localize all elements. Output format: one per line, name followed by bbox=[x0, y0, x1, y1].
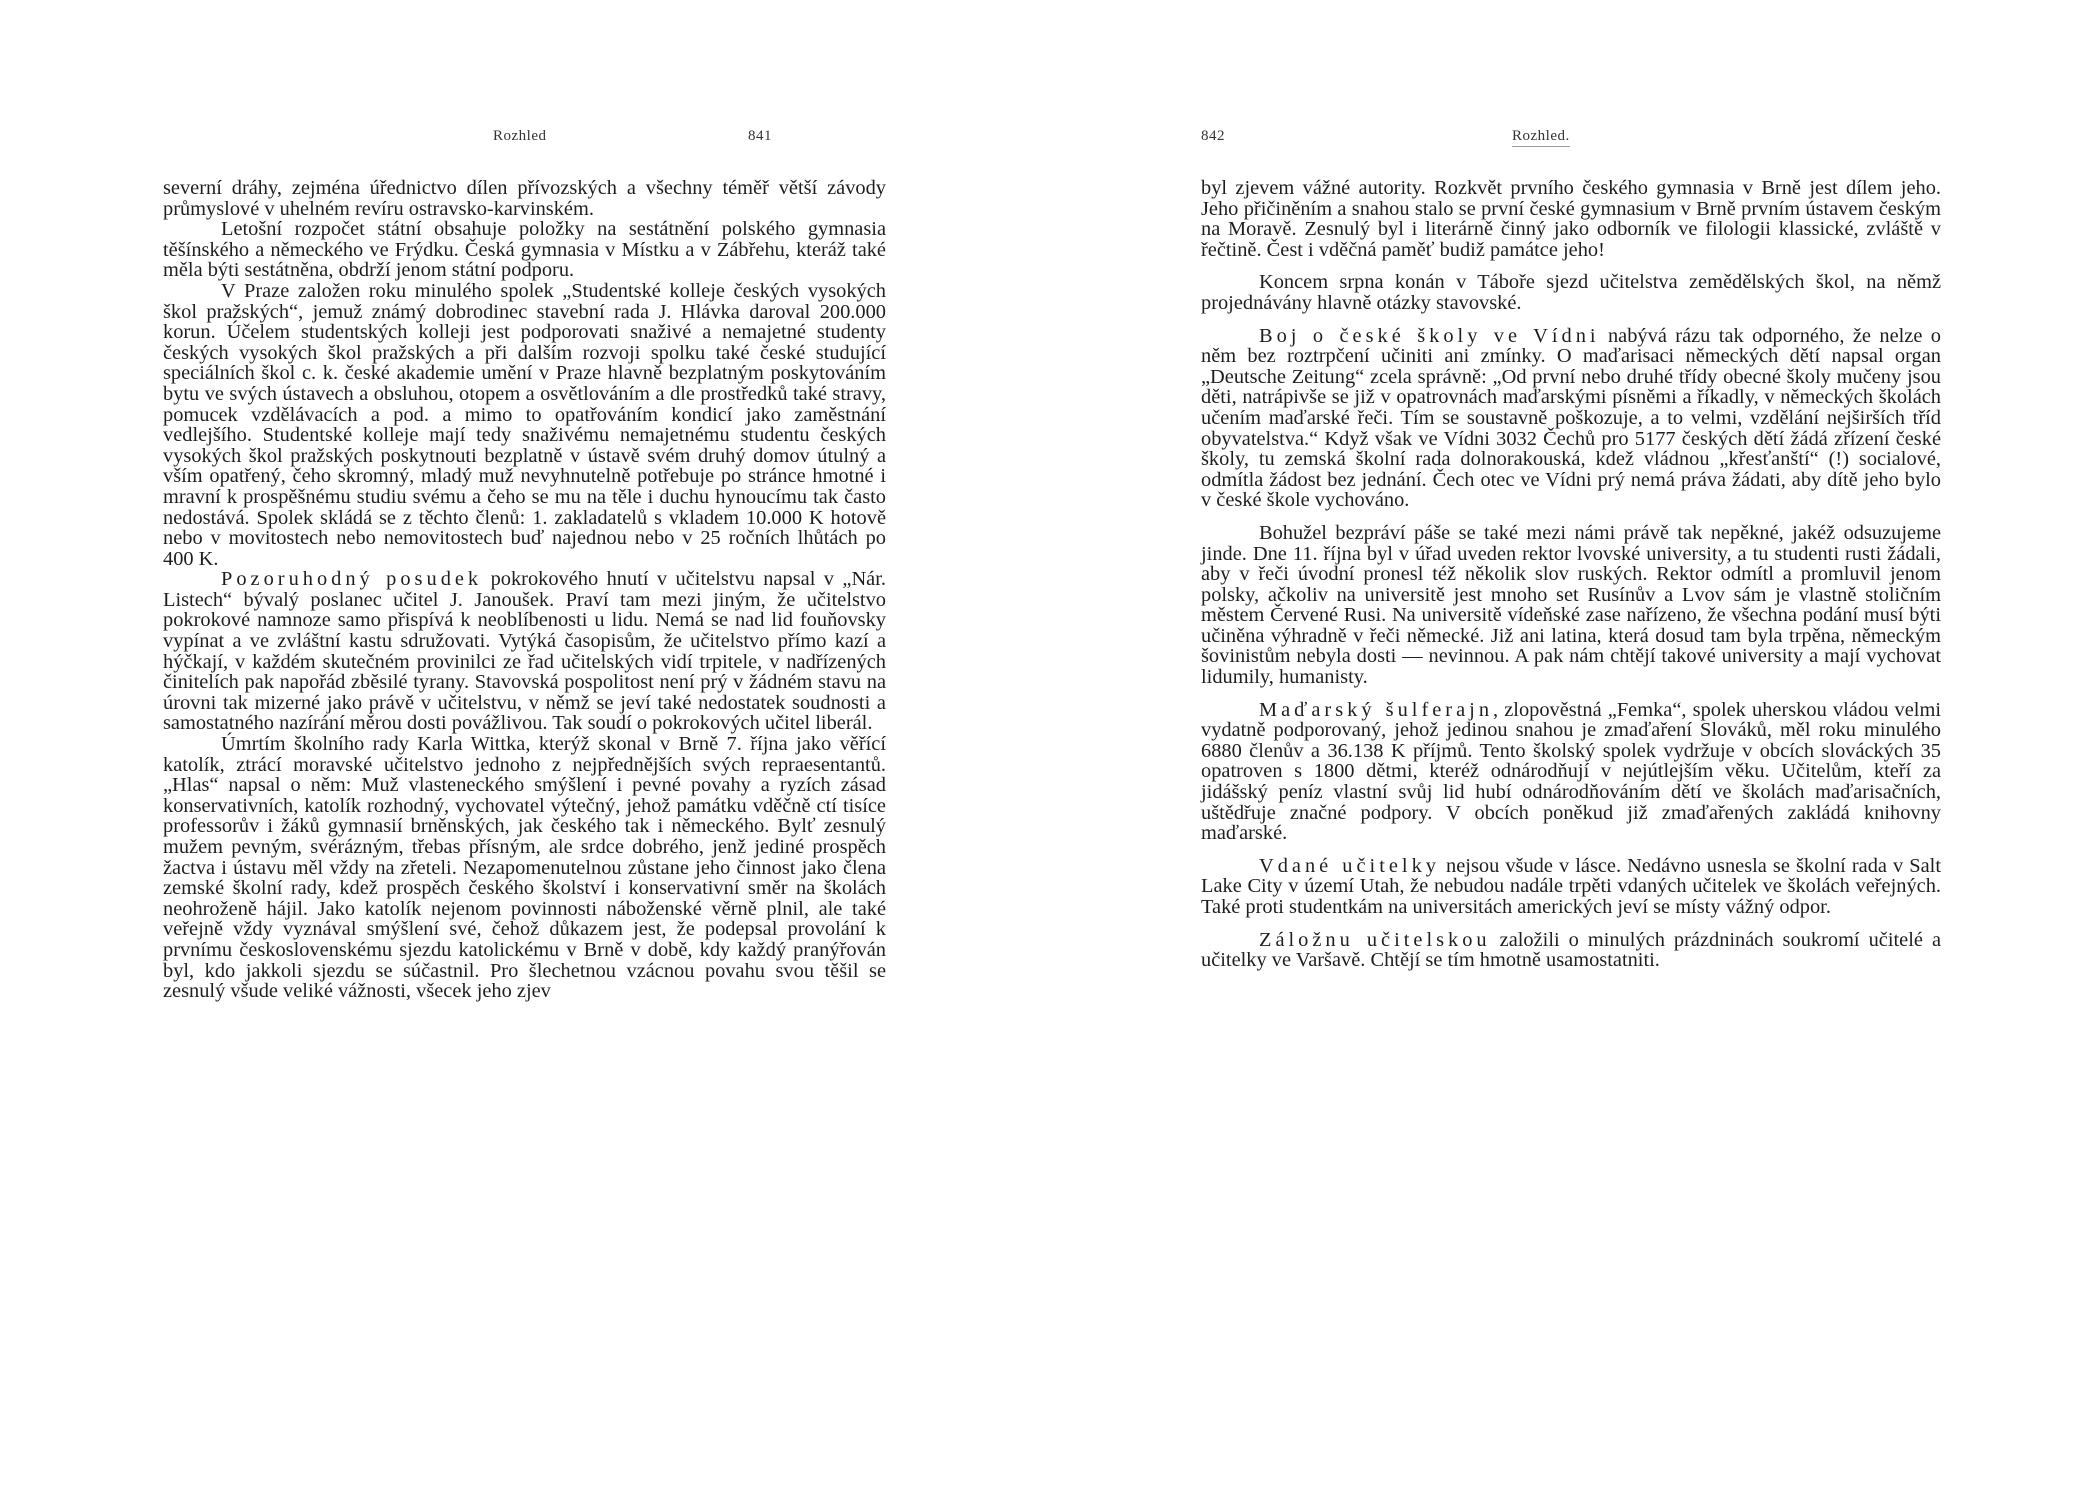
paragraph-text: nabývá rázu tak odporného, že nelze o něm bez roztrpčení učiniti ani zmínky. O maďarisaci německých dětí napsal organ „Deutsche Zeitung“ zcela správně: „Od první nebo druhé třídy obecné školy mučeny jsou děti, natrápivše se již v opatrovnách maďarskými písněmi a říkadly, v německých školách učením maďarské řeči. Tím se soustavně poškozuje, a to velmi, vzdělání nejširších tříd obyvatelstva.“ Když však ve Vídni 3032 Čechů pro 5177 českých dětí žádá zřízení české školy, tu zemská školní rada dolnorakouská, kdež vládnou „křesťanští“ (!) socialové, odmítla žádost bez jednání. Čech otec ve Vídni prý nemá práva žádati, aby dítě jeho bylo v české škole vychováno. bbox=[1201, 324, 1941, 512]
paragraph-lead: Záložnu učitelskou bbox=[1259, 928, 1491, 951]
page-number: 841 bbox=[748, 128, 772, 144]
paragraph-text: V Praze založen roku minulého spolek „Studentské kolleje českých vysokých škol pražských“, jemuž známý dobrodinec stavební rada J. Hlávka daroval 200.000 korun. Účelem studentských kolleji jest podporovati snaživé a nemajetné studenty českých vysokých škol pražských a při dalším rozvoji spolku také české studující speciálních škol c. k. české akademie umění v Praze hlavně bezplatným poskytováním bytu ve svých ústavech a obsluhou, otopem a osvětlováním a dle prostředků také stravy, pomucek vzdělávacích a pod. a mimo to opatřováním kondicí jako zaměstnání vedlejšího. Studentské kolleje mají tedy snaživému nemajetnému studentu českých vysokých škol pražských poskytnouti bezplatně v ústavě svém druhý domov útulný a vším opatřený, čeho skromný, mladý muž nevyhnutelně potřebuje po stránce hmotné i mravní k prospěšnému studiu svému a čeho se mu na těle i duchu hynoucímu tak často nedostává. Spolek skládá se z těchto členů: 1. zakladatelů s vkladem 10.000 K hotově nebo v movitostech nebo nemovitostech buď najednou nebo v 25 ročních lhůtách po 400 K. bbox=[163, 279, 886, 570]
paragraph-lead: Vdané učitelky bbox=[1259, 854, 1440, 877]
paragraph bbox=[1201, 272, 1941, 313]
paragraph-text: Úmrtím školního rady Karla Wittka, kterýž skonal v Brně 7. října jako věřící katolík, ztrácí moravské učitelstvo jednoho z nejpřednějších svých repraesentantů. „Hlas“ napsal o něm: Muž vlasteneckého smýšlení i pevné povahy a ryzích zásad konservativních, katolík rozhodný, vychovatel výtečný, jehož památku vděčně ctí tisíce professorův i žáků gymnasií brněnských, jak českého tak i německého. Bylť zesnulý mužem pevným, svérázným, třebas přísným, ale srdce dobrého, jenž jediné prospěch žactva i ústavu měl vždy na zřeteli. Nezapomenutelnou zůstane jeho činnost jako člena zemské školní rady, kdež prospěch českého školství i konservativní směr na školách neohroženě hájil. Jako katolík nejenom povinnosti náboženské věrně plnil, ale také veřejně vždy vyznával smýšlení své, čehož důkazem jest, že podepsal provolání k prvnímu československému sjezdu katolickému v Brně v době, kdy každý pranýřován byl, kdo jakkoli sjezdu se súčastnil. Pro šlechetnou vzácnou povahu svou těšil se zesnulý všude veliké vážnosti, všecek jeho zjev bbox=[163, 733, 886, 1003]
paragraph bbox=[1201, 326, 1941, 511]
paragraph-text: , zlopověstná „Femka“, spolek uherskou vládou velmi vydatně podporovaný, jehož jedinou snahou je zmaďaření Slováků, měl roku minulého 6880 členův a 36.138 K příjmů. Tento školský spolek vydržuje v obcích slováckých 35 opatroven s 1800 dětmi, kteréž odnárodňují v nejútlejším věku. Učitelům, kteří za jidášský peníz vlastní svůj lid hubí odnárodňováním dětí ve školách maďarisačních, uštědřuje značné podpory. V obcích poněkud již zmaďařených zakládá knihovny maďarské. bbox=[1201, 698, 1941, 845]
paragraph-text: nejsou všude v lásce. Nedávno usnesla se školní rada v Salt Lake City v území Utah, že nebudou nadále trpěti vdaných učitelek ve školách veřejných. Také proti studentkám na universitách amerických jeví se místy vážný odpor. bbox=[1201, 854, 1941, 918]
paragraph-text: založili o minulých prázdninách soukromí učitelé a učitelky ve Varšavě. Chtějí se tím hmotně usamostatniti. bbox=[1201, 928, 1942, 972]
paragraph bbox=[1201, 178, 1941, 260]
text-column bbox=[163, 178, 886, 1002]
paragraph bbox=[1201, 700, 1941, 844]
paragraph-text: severní dráhy, zejména úřednictvo dílen přívozských a všechny téměř větší závody průmyslové v uhelném revíru ostravsko-karvinském. bbox=[163, 177, 886, 220]
text-column bbox=[1201, 178, 1941, 971]
paragraph bbox=[1201, 930, 1941, 971]
paragraph bbox=[163, 734, 886, 1002]
running-title: Rozhled. bbox=[1512, 128, 1570, 147]
paragraph bbox=[1201, 523, 1941, 688]
right-page bbox=[1039, 0, 2078, 1500]
paragraph bbox=[163, 281, 886, 569]
paragraph bbox=[163, 569, 886, 734]
paragraph-text: pokrokového hnutí v učitelstvu napsal v „Nár. Listech“ bývalý poslanec učitel J. Janoušek. Praví tam mezi jiným, že učitelstvo pokrokové namnoze samo přispívá k neoblíbenosti u lidu. Nemá se nad lid fouňovsky vypínat a ve zvláštní kastu sdružovati. Vytýká časopisům, že učitelstvo přímo kazí a hýčkají, v každém skutečném provinilci ze řad učitelských vidí trpitele, v nadřízených činitelích pak napořád zběsilé tyrany. Stavovská pospolitost není prý v žádném stavu na úrovni tak mizerné jako právě v učitelstvu, v němž se jeví také nedostatek soudnosti a samostatného nazírání měrou dosti povážlivou. Tak soudí o pokrokových učitel liberál. bbox=[163, 568, 886, 735]
paragraph-lead: Pozoruhodný posudek bbox=[221, 568, 483, 591]
paragraph bbox=[1201, 856, 1941, 918]
page-number: 842 bbox=[1201, 128, 1225, 144]
paragraph-text: Bohužel bezpráví páše se také mezi námi právě tak nepěkné, jakéž odsuzujeme jinde. Dne 11. října byl v úřad uveden rektor lvovské university, a tu studenti rusti žádali, aby v řeči úvodní pronesl též několik slov ruských. Rektor odmítl a promluvil jenom polsky, ačkoliv na universitě jest mnoho set Rusínův a Lvov sám je vlastně stoličním městem Červené Rusi. Na universitě vídeňské zase nařízeno, že všechna podání musí býti učiněna výhradně v řeči německé. Již ani latina, která dosud tam byla trpěna, německým šovinistům nebyla dosti — nevinnou. A pak nám chtějí takové university a mají vychovat lidumily, humanisty. bbox=[1201, 521, 1941, 689]
paragraph bbox=[163, 219, 886, 281]
running-title: Rozhled bbox=[493, 128, 547, 144]
paragraph-lead: Maďarský šulferajn bbox=[1259, 698, 1494, 721]
paragraph-lead: Boj o české školy ve Vídni bbox=[1259, 324, 1600, 347]
paragraph-text: Letošní rozpočet státní obsahuje položky na sestátnění polského gymnasia těšínského a německého ve Frýdku. Česká gymnasia v Místku a v Zábřehu, kteráž také měla býti sestátněna, obdrží jenom státní podporu. bbox=[163, 218, 886, 282]
paragraph bbox=[163, 178, 886, 219]
paragraph-text: byl zjevem vážné autority. Rozkvět prvního českého gymnasia v Brně jest dílem jeho. Jeho přičiněním a snahou stalo se první české gymnasium v Brně prvním ústavem českým na Moravě. Zesnulý byl i literárně činný jako odborník ve filologii klassické, zvláště v řečtině. Čest i vděčná paměť budiž památce jeho! bbox=[1201, 177, 1941, 261]
paragraph-text: Koncem srpna konán v Táboře sjezd učitelstva zemědělských škol, na němž projednávány hlavně otázky stavovské. bbox=[1201, 271, 1941, 314]
